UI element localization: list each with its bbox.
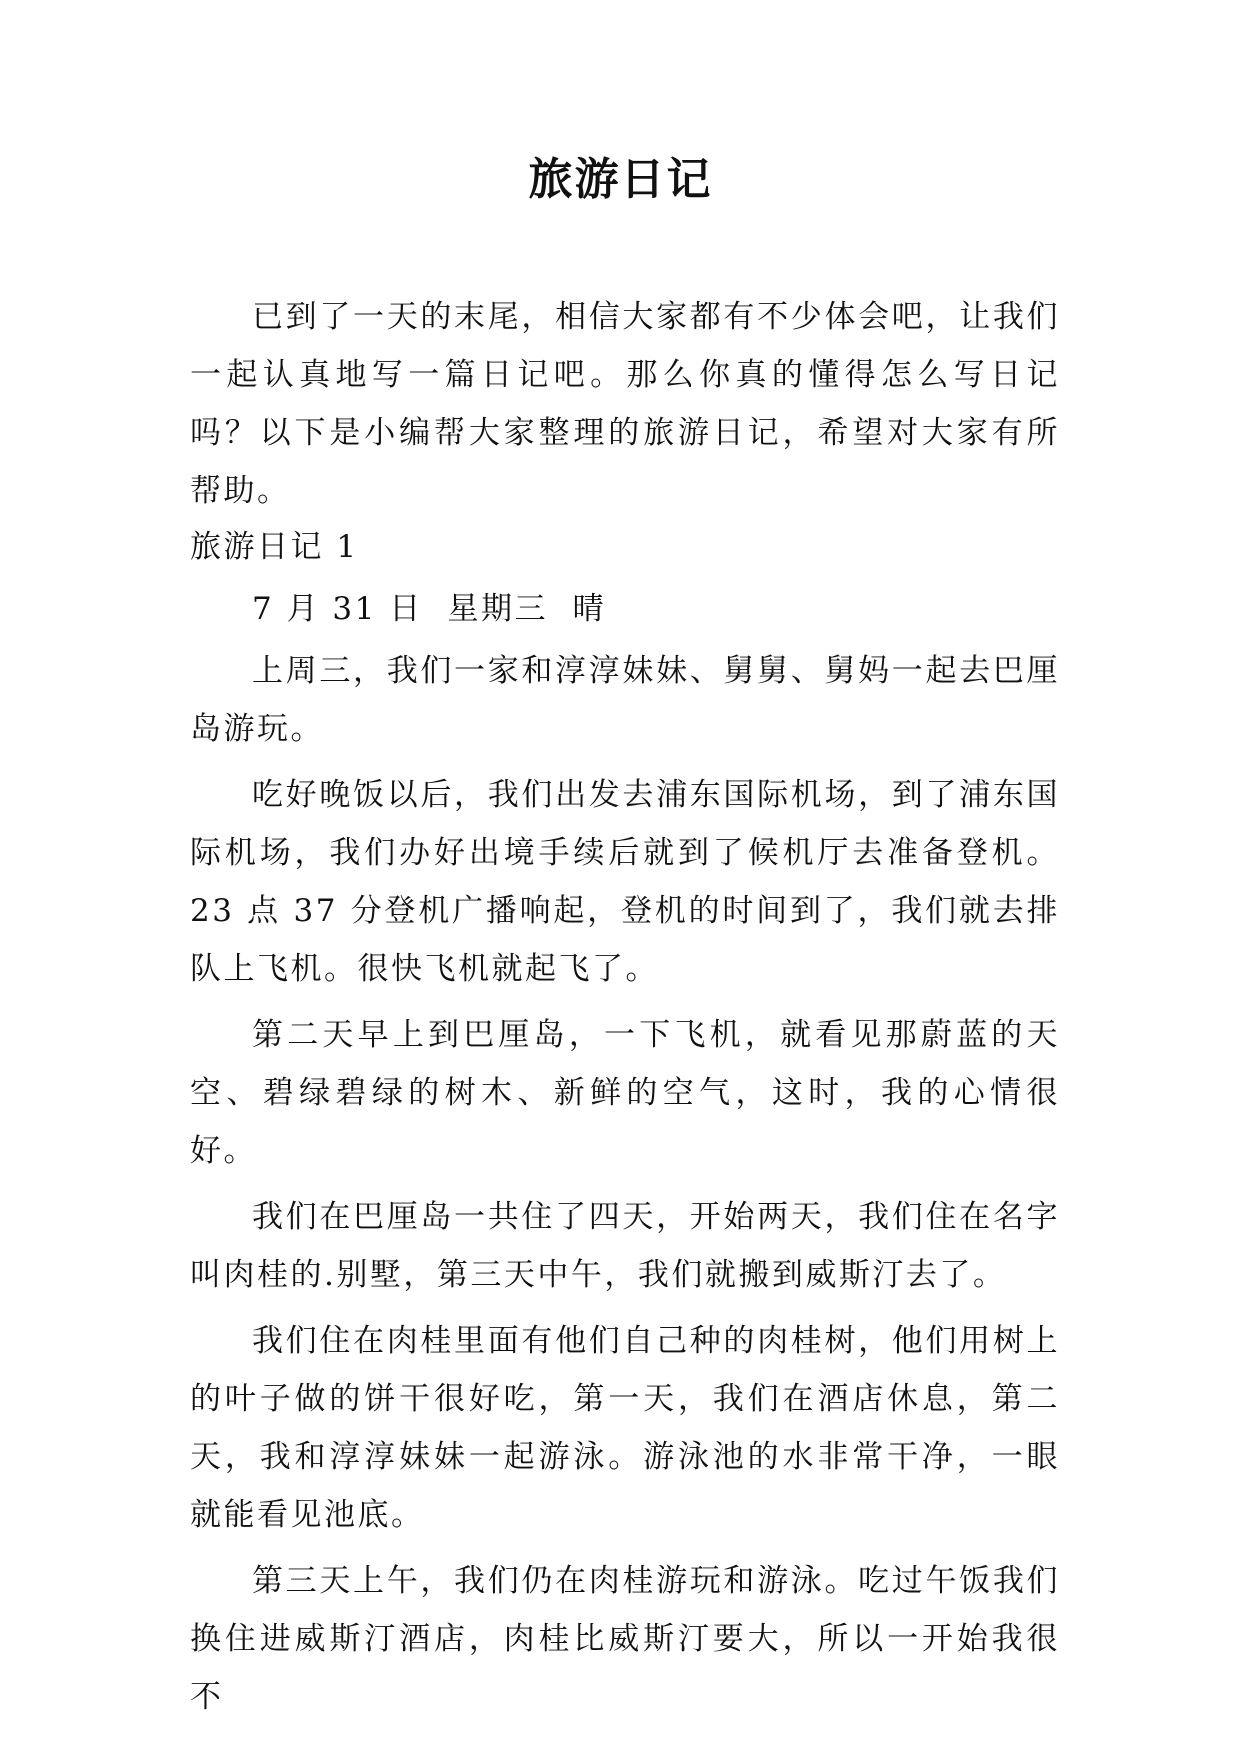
document-title: 旅游日记 [528, 154, 713, 205]
entry-paragraph: 我们住在肉桂里面有他们自己种的肉桂树，他们用树上的叶子做的饼干很好吃，第一天，我们在酒店休息，第二天，我和淳淳妹妹一起游泳。游泳池的水非常干净，一眼就能看见池底。 [190, 1323, 1060, 1533]
diary-entry-1 [190, 518, 1060, 1734]
entry-paragraph: 第三天上午，我们仍在肉桂游玩和游泳。吃过午饭我们换住进威斯汀酒店，肉桂比威斯汀要大，所以一开始我很不 [190, 1563, 1060, 1715]
intro-paragraph: 已到了一天的末尾，相信大家都有不少体会吧，让我们一起认真地写一篇日记吧。那么你真的懂得怎么写日记吗？以下是小编帮大家整理的旅游日记，希望对大家有所帮助。 [190, 299, 1060, 509]
entry-paragraph: 我们在巴厘岛一共住了四天，开始两天，我们住在名字叫肉桂的.别墅，第三天中午，我们就搬到威斯汀去了。 [190, 1199, 1060, 1293]
entry-date-line: 7 月 31 日 星期三 晴 [252, 591, 607, 627]
entry-paragraph: 第二天早上到巴厘岛，一下飞机，就看见那蔚蓝的天空、碧绿碧绿的树木、新鲜的空气，这时，我的心情很好。 [190, 1017, 1060, 1169]
intro-section [190, 288, 1060, 528]
entry-paragraph: 吃好晚饭以后，我们出发去浦东国际机场，到了浦东国际机场，我们办好出境手续后就到了候机厅去准备登机。23 点 37 分登机广播响起，登机的时间到了，我们就去排队上飞机。很快飞机就起飞了。 [190, 777, 1060, 987]
entry-heading: 旅游日记 1 [190, 529, 359, 565]
entry-paragraph: 上周三，我们一家和淳淳妹妹、舅舅、舅妈一起去巴厘岛游玩。 [190, 653, 1060, 747]
